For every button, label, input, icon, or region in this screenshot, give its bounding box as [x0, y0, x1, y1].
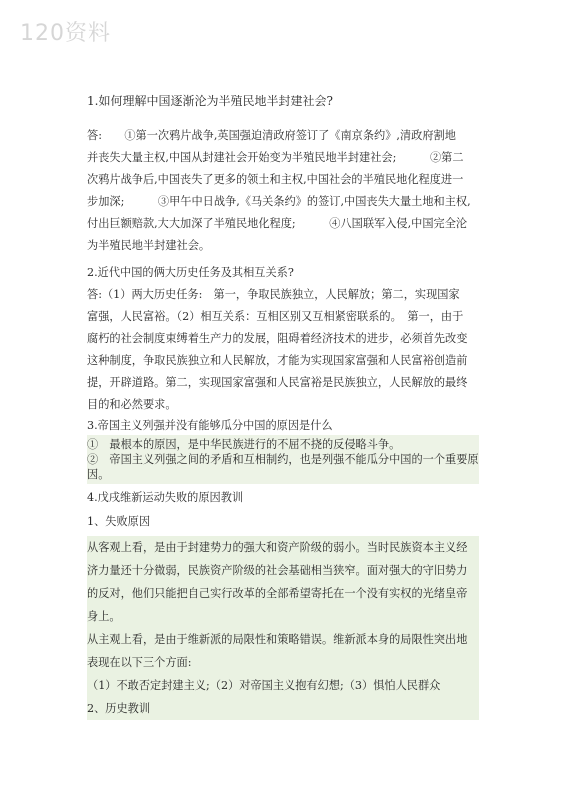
question-2-title: 2.近代中国的俩大历史任务及其相互关系? — [87, 266, 294, 279]
answer-line: 富强，人民富裕。（2）相互关系：互相区别又互相紧密联系的。 第一，由于 — [87, 310, 464, 323]
subheading: 1、失败原因 — [87, 515, 151, 528]
paragraph-line: 济力量还十分微弱，民族资产阶级的社会基础相当狭窄。面对强大的守旧势力 — [87, 564, 468, 577]
question-3 — [87, 416, 479, 436]
question-2 — [87, 262, 479, 416]
answer-line: 为半殖民地半封建社会。 — [87, 239, 211, 252]
failure-reasons-body — [87, 536, 479, 720]
paragraph-line: 从主观上看，是由于维新派的局限性和策略错误。维新派本身的局限性突出地 — [87, 633, 468, 646]
answer-line: 腐朽的社会制度束缚着生产力的发展，阻碍着经济技术的进步，必须首先改变 — [87, 332, 468, 345]
question-1 — [87, 92, 479, 109]
answer-line: 并丧失大量主权,中国从封建社会开始变为半殖民地半封建社会; ②第二 — [87, 151, 464, 164]
question-3-answer — [87, 435, 479, 484]
question-1-answer — [87, 125, 479, 257]
subheading: 2、历史教训 — [87, 702, 151, 715]
failure-reasons-heading — [87, 512, 479, 532]
answer-line: ② 帝国主义列强之间的矛盾和互相制约，也是列强不能瓜分中国的一个重要原 — [87, 453, 479, 466]
answer-line: 步加深; ③甲午中日战争,《马关条约》的签订,中国丧失大量土地和主权, — [87, 195, 471, 208]
question-4 — [87, 488, 479, 508]
question-3-title: 3.帝国主义列强并没有能够瓜分中国的原因是什么 — [87, 419, 333, 432]
answer-line: 答:（1）两大历史任务: 第一，争取民族独立，人民解放；第二，实现国家 — [87, 288, 460, 301]
answer-line: 因。 — [87, 468, 110, 481]
answer-line: 次鸦片战争后,中国丧失了更多的领土和主权,中国社会的半殖民地化程度进一 — [87, 173, 464, 186]
paragraph-line: 表现在以下三个方面: — [87, 656, 192, 669]
answer-line: 这种制度，争取民族独立和人民解放，才能为实现国家富强和人民富裕创造前 — [87, 354, 468, 367]
paragraph-line: 身上。 — [87, 610, 121, 623]
question-4-title: 4.戊戌维新运动失败的原因教训 — [87, 491, 244, 504]
answer-line: 提，开辟道路。第二，实现国家富强和人民富裕是民族独立，人民解放的最终 — [87, 376, 468, 389]
answer-line: 付出巨额赔款,大大加深了半殖民地化程度; ④八国联军入侵,中国完全沦 — [87, 217, 468, 230]
paragraph-line: 的反对，他们只能把自己实行改革的全部希望寄托在一个没有实权的光绪皇帝 — [87, 587, 468, 600]
question-1-title: 1.如何理解中国逐渐沦为半殖民地半封建社会? — [87, 94, 333, 108]
answer-line: ① 最根本的原因，是中华民族进行的不屈不挠的反侵略斗争。 — [87, 438, 401, 451]
answer-line: 答: ①第一次鸦片战争,英国强迫清政府签订了《南京条约》,清政府割地 — [87, 129, 456, 142]
answer-line: 目的和必然要求。 — [87, 398, 177, 411]
paragraph-line: （1）不敢否定封建主义;（2）对帝国主义抱有幻想;（3）惧怕人民群众 — [87, 679, 441, 692]
watermark-logo: 120资料 — [20, 21, 111, 46]
paragraph-line: 从客观上看，是由于封建势力的强大和资产阶级的弱小。当时民族资本主义经 — [87, 541, 468, 554]
